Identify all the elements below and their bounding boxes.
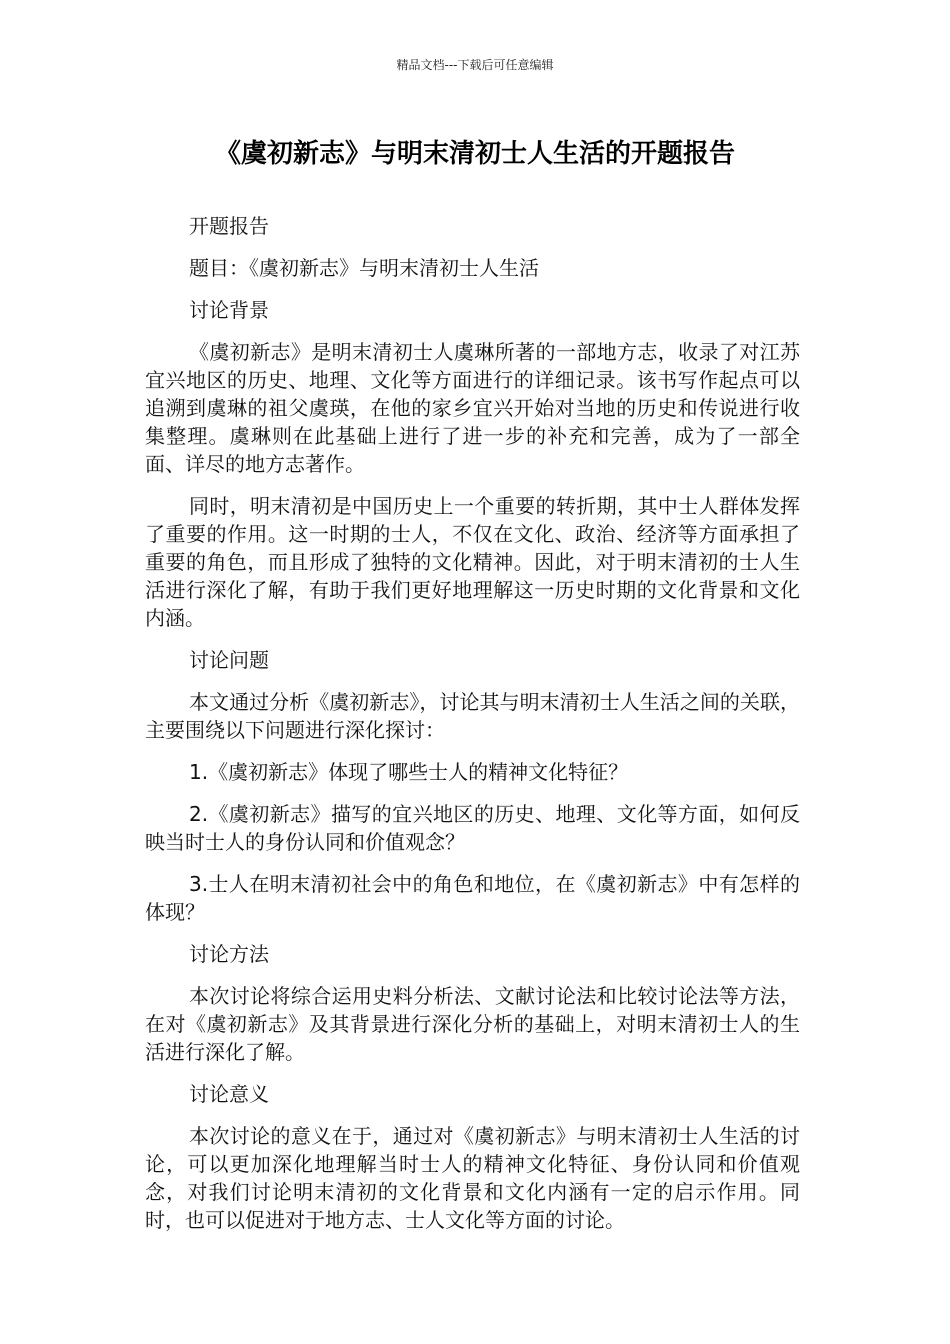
paragraph-questions-intro: 本文通过分析《虞初新志》，讨论其与明末清初士人生活之间的关联，主要围绕以下问题进行深化探讨： [145, 690, 800, 742]
question-item-2: 2.《虞初新志》描写的宜兴地区的历史、地理、文化等方面，如何反映当时士人的身份认同和价值观念？ [145, 802, 800, 854]
paragraph-significance: 本次讨论的意义在于，通过对《虞初新志》与明末清初士人生活的讨论，可以更加深化地理解当时士人的精神文化特征、身份认同和价值观念，对我们讨论明末清初的文化背景和文化内涵有一定的启示作用。同时，也可以促进对于地方志、士人文化等方面的讨论。 [145, 1124, 800, 1232]
section-heading-topic: 题目：《虞初新志》与明末清初士人生活 [189, 256, 539, 280]
section-heading-significance: 讨论意义 [189, 1082, 269, 1106]
paragraph-background-1: 《虞初新志》是明末清初士人虞琳所著的一部地方志，收录了对江苏宜兴地区的历史、地理、文化等方面进行的详细记录。该书写作起点可以追溯到虞琳的祖父虞瑛，在他的家乡宜兴开始对当地的历史和传说进行收集整理。虞琳则在此基础上进行了进一步的补充和完善，成为了一部全面、详尽的地方志著作。 [145, 340, 800, 476]
section-heading-background: 讨论背景 [189, 298, 269, 322]
paragraph-methods: 本次讨论将综合运用史料分析法、文献讨论法和比较讨论法等方法，在对《虞初新志》及其背景进行深化分析的基础上，对明末清初士人的生活进行深化了解。 [145, 984, 800, 1064]
paragraph-background-2: 同时，明末清初是中国历史上一个重要的转折期，其中士人群体发挥了重要的作用。这一时期的士人，不仅在文化、政治、经济等方面承担了重要的角色，而且形成了独特的文化精神。因此，对于明末清初的士人生活进行深化了解，有助于我们更好地理解这一历史时期的文化背景和文化内涵。 [145, 494, 800, 630]
section-heading-methods: 讨论方法 [189, 942, 269, 966]
document-title: 《虞初新志》与明末清初士人生活的开题报告 [214, 139, 735, 169]
question-item-3: 3.士人在明末清初社会中的角色和地位，在《虞初新志》中有怎样的体现？ [145, 872, 800, 924]
question-item-1: 1.《虞初新志》体现了哪些士人的精神文化特征？ [189, 760, 629, 784]
page-header: 精品文档---下载后可任意编辑 [396, 58, 554, 72]
document-body [145, 212, 800, 1248]
section-heading-report: 开题报告 [189, 214, 269, 238]
section-heading-questions: 讨论问题 [189, 648, 269, 672]
